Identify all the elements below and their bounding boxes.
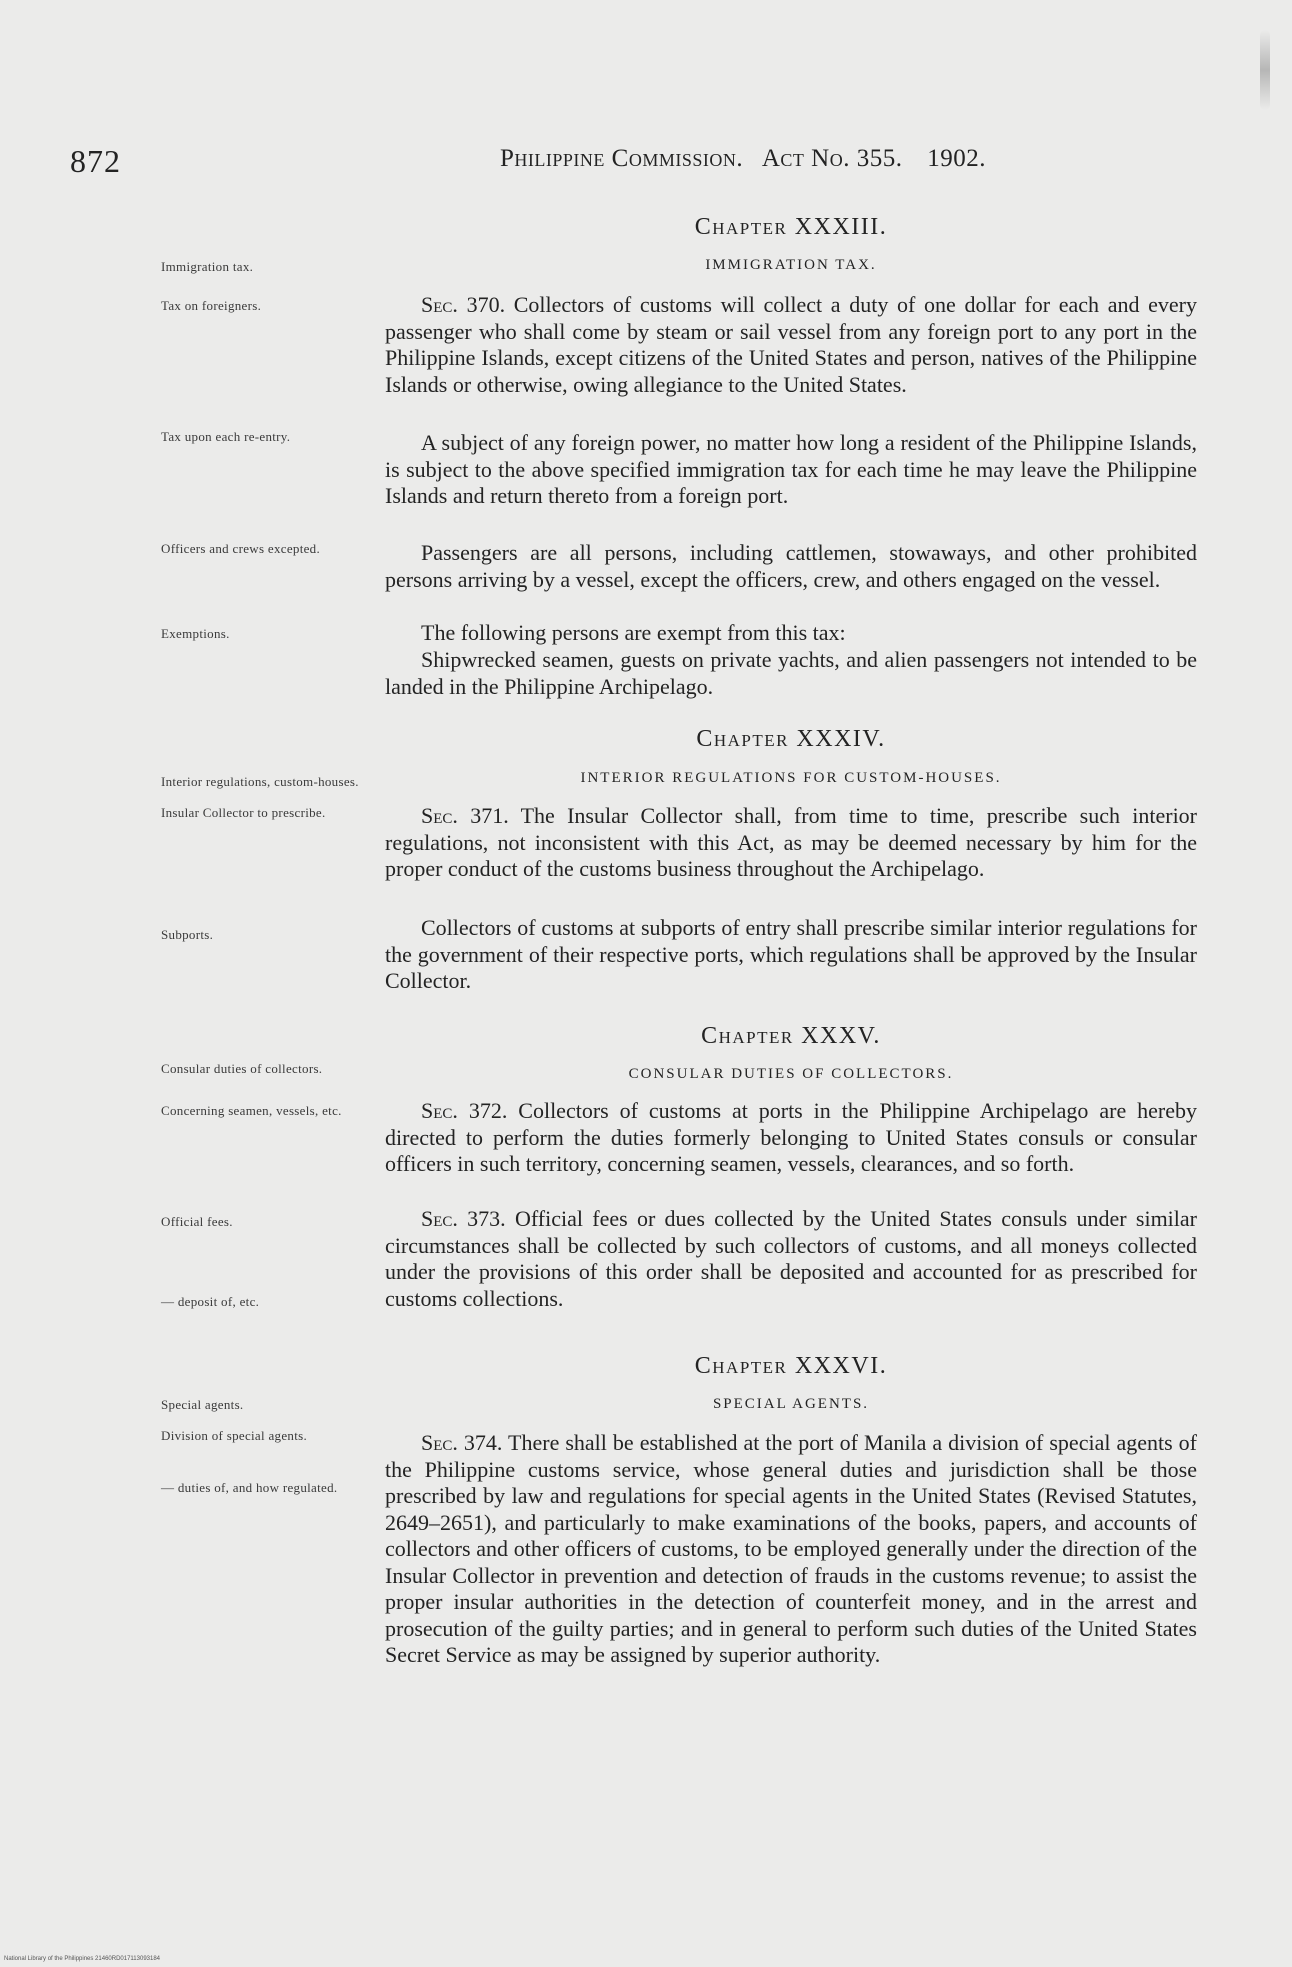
margin-note: Tax on foreigners. (161, 298, 262, 313)
section-label: Sec. 372. (421, 1098, 508, 1123)
chapter-title: Chapter XXXVI. (694, 1353, 888, 1379)
section-paragraph (385, 1430, 1197, 1669)
section-label: Sec. 371. (421, 803, 509, 828)
paragraph (385, 430, 1197, 510)
chapter-subtitle: SPECIAL AGENTS. (712, 1396, 870, 1412)
chapter-title: Chapter XXXIII. (694, 214, 888, 240)
section-label: Sec. 370. (421, 292, 506, 317)
section-paragraph (385, 803, 1197, 883)
chapter-title: Chapter XXXIV. (696, 726, 886, 752)
margin-note: Exemptions. (161, 626, 230, 641)
margin-note: Insular Collector to prescribe. (161, 805, 326, 820)
margin-note: Consular duties of collectors. (161, 1061, 323, 1076)
paragraph-text: The Insular Collector shall, from time to time, prescribe such interior regulations, not inconsistent with this Act, as may be deemed necessary by him for the proper conduct of the customs business throughout the Archipelago. (385, 803, 1198, 881)
paragraph-text: Passengers are all persons, including cattlemen, stowaways, and other prohibited persons arriving by a vessel, except the officers, crew, and others engaged on the vessel. (385, 540, 1197, 592)
paragraph-text: Shipwrecked seamen, guests on private yachts, and alien passengers not intended to be landed in the Philippine Archipelago. (385, 647, 1197, 699)
paragraph-text: Collectors of customs will collect a duty of one dollar for each and every passenger who shall come by steam or sail vessel from any foreign port to any port in the Philippine Islands, except citizens of the United States and person, natives of the Philippine Islands or otherwise, owing allegiance to the United States. (385, 292, 1198, 397)
chapter-title: Chapter XXXV. (701, 1023, 881, 1049)
margin-note: — deposit of, etc. (161, 1294, 260, 1309)
running-title: Philippine Commission. (500, 145, 744, 172)
paragraph (385, 915, 1197, 995)
chapter-subtitle: CONSULAR DUTIES OF COLLECTORS. (628, 1066, 954, 1082)
margin-note: Tax upon each re-entry. (161, 429, 291, 444)
page-number: 872 (70, 143, 121, 179)
section-label: Sec. 373. (421, 1206, 506, 1231)
margin-note: Special agents. (161, 1397, 244, 1412)
paragraph-text: The following persons are exempt from this tax: (421, 620, 846, 645)
paragraph (385, 647, 1197, 700)
margin-note: Official fees. (161, 1214, 233, 1229)
chapter-subtitle: INTERIOR REGULATIONS FOR CUSTOM-HOUSES. (580, 770, 1002, 786)
paragraph-text: There shall be established at the port of Manila a division of special agents of the Philippine customs service, whose general duties and jurisdiction shall be those prescribed by law and regulations for special agents in the United States (Revised Statutes, 2649–2651), and particularly to make examinations of the books, papers, and accounts of collectors and other officers of customs, to be employed generally under the direction of the Insular Collector in prevention and detection of frauds in the customs revenue; to assist the proper insular authorities in the detection of counterfeit money, and in the arrest and prosecution of the guilty parties; and in general to perform such duties of the United States Secret Service as may be assigned by superior authority. (385, 1430, 1198, 1667)
margin-note: Immigration tax. (161, 259, 254, 274)
margin-note: Officers and crews excepted. (161, 541, 321, 556)
margin-note: Subports. (161, 927, 214, 942)
section-paragraph (385, 1098, 1197, 1178)
paragraph (385, 540, 1197, 593)
paragraph-text: Collectors of customs at subports of entry shall prescribe similar interior regulations for the government of their respective ports, which regulations shall be approved by the Insular Collector. (385, 915, 1197, 993)
scan-smudge (1260, 30, 1270, 110)
paragraph-text: A subject of any foreign power, no matter how long a resident of the Philippine Islands, is subject to the above specified immigration tax for each time he may leave the Philippine Islands and return thereto from a foreign port. (385, 430, 1197, 508)
margin-note: — duties of, and how regulated. (161, 1480, 338, 1495)
running-head (500, 145, 986, 173)
paragraph-text: Collectors of customs at ports in the Philippine Archipelago are hereby directed to perform the duties formerly belonging to United States consuls or consular officers in such territory, concerning seamen, vessels, clearances, and so forth. (385, 1098, 1198, 1176)
chapter-subtitle: IMMIGRATION TAX. (705, 257, 877, 273)
section-label: Sec. 374. (421, 1430, 503, 1455)
paragraph (385, 620, 1197, 647)
margin-note: Concerning seamen, vessels, etc. (161, 1103, 342, 1118)
paragraph-text: Official fees or dues collected by the United States consuls under similar circumstances shall be collected by such collectors of customs, and all moneys collected under the provisions of this order shall be deposited and accounted for as prescribed for customs collections. (385, 1206, 1197, 1311)
section-paragraph (385, 1206, 1197, 1312)
act-number: Act No. 355. (761, 145, 903, 172)
margin-note: Interior regulations, custom-houses. (161, 774, 359, 789)
section-paragraph (385, 292, 1197, 398)
scan-credit: National Library of the Philippines 21460RD017113093184 (4, 1956, 160, 1962)
act-year: 1902. (927, 145, 986, 172)
margin-note: Division of special agents. (161, 1428, 308, 1443)
